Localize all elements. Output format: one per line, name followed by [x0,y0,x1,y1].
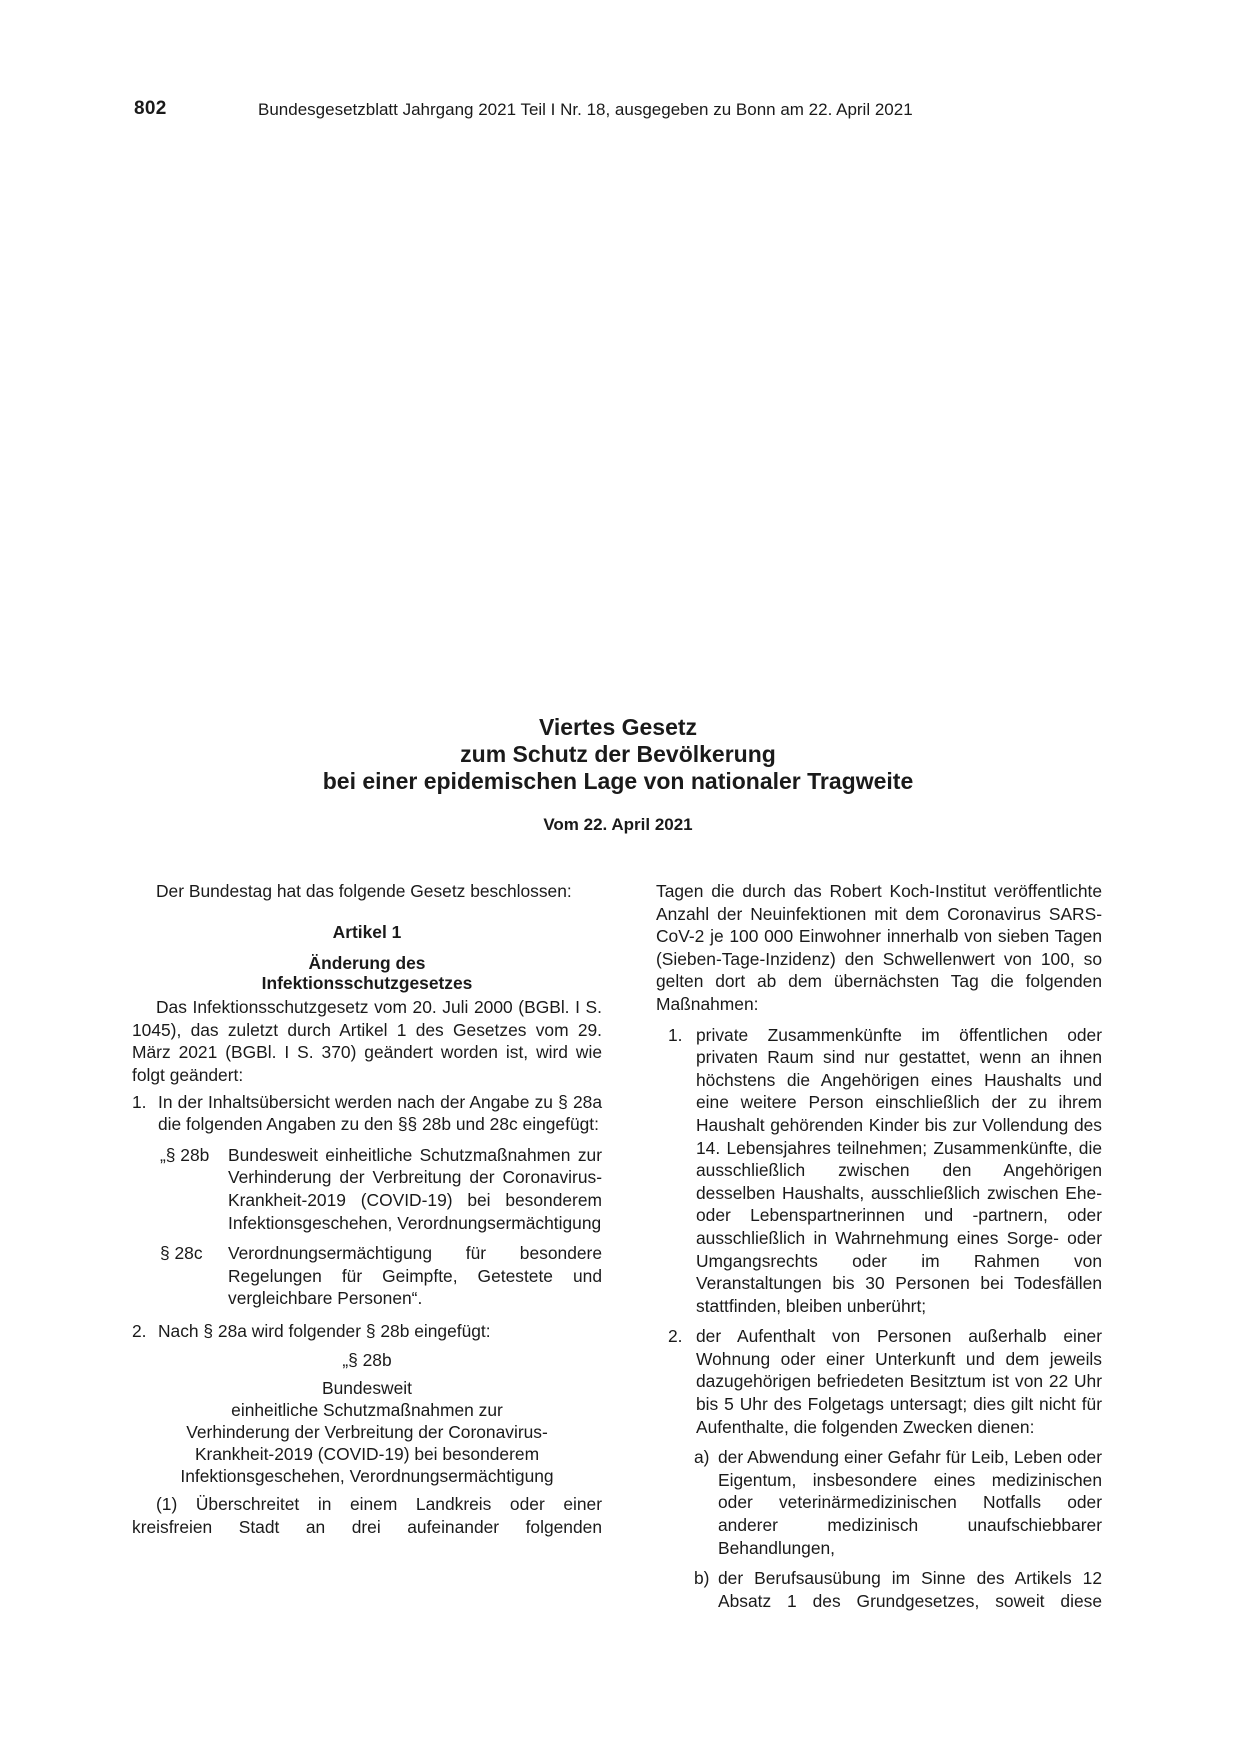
measure-item-1 [668,1024,1102,1318]
item-text: Nach § 28a wird folgender § 28b eingefügt: [158,1320,491,1341]
toc-entry-text: Verordnungsermächtigung für besondere Regelungen für Geimpfte, Getestete und vergleichbare Personen“. [228,1243,602,1309]
section-title-line: einheitliche Schutzmaßnahmen zur [231,1400,503,1421]
exception-item-a [694,1446,1102,1559]
toc-entry-28c [160,1242,602,1310]
law-title [134,714,1102,795]
item-letter: b) [694,1568,710,1589]
section-title-line: Krankheit-2019 (COVID-19) bei besonderem [194,1444,540,1465]
article-heading: Artikel 1 [332,921,402,942]
section-title-line: Bundesweit [322,1378,412,1399]
section-title-line: Infektionsgeschehen, Verordnungsermächtigung [180,1466,554,1487]
right-column [656,880,1102,1612]
article-title-line-1: Änderung des [308,953,426,974]
left-column [132,880,602,1538]
item-text: In der Inhaltsübersicht werden nach der Angabe zu § 28a die folgenden Angaben zu den §§ 28b und 28c eingefügt: [158,1091,602,1135]
paragraph-1-start: (1) Überschreitet in einem Landkreis oder einer kreisfreien Stadt an drei aufeinander folgenden [132,1494,602,1537]
exception-item-b [694,1567,1102,1612]
section-title [132,1377,602,1487]
item-text: der Abwendung einer Gefahr für Leib, Leben oder Eigentum, insbesondere eines medizinischen oder veterinärmedizinischen Notfalls oder anderer medizinisch unaufschiebbarer Behandlungen, [718,1447,1102,1558]
gazette-header-title: Bundesgesetzblatt Jahrgang 2021 Teil I Nr. 18, ausgegeben zu Bonn am 22. April 2021 [258,100,913,119]
item-text: der Aufenthalt von Personen außerhalb einer Wohnung oder einer Unterkunft und dem jeweils dazugehörigen befriedeten Besitztum ist von 22 Uhr bis 5 Uhr des Folgetags untersagt; dies gilt nicht für Aufenthalte, die folgenden Zwecken dienen: [696,1326,1102,1437]
paragraph-1-continued: Tagen die durch das Robert Koch-Institut veröffentlichte Anzahl der Neuinfektionen mit dem Coronavirus SARS-CoV-2 je 100 000 Einwohner innerhalb von sieben Tagen (Sieben-Tage-Inzidenz) den Schwellenwert von 100, so gelten dort ab dem übernächsten Tag die folgenden Maßnahmen: [656,881,1102,1014]
law-date: Vom 22. April 2021 [543,815,693,834]
item-number: 2. [132,1320,147,1341]
article-title [132,953,602,993]
article-intro: Das Infektionsschutzgesetz vom 20. Juli 2000 (BGBl. I S. 1045), das zuletzt durch Artikel 1 des Gesetzes vom 29. März 2021 (BGBl. I S. 370) geändert worden ist, wird wie folgt geändert: [132,997,602,1085]
section-title-line: Verhinderung der Verbreitung der Coronavirus- [186,1422,548,1443]
page-header [134,98,1114,128]
law-title-line-3: bei einer epidemischen Lage von nationaler Tragweite [322,768,914,794]
toc-entry-label: „§ 28b [160,1144,210,1165]
item-number: 2. [668,1326,683,1347]
toc-entry-text: Bundesweit einheitliche Schutzmaßnahmen zur Verhinderung der Verbreitung der Coronavirus-Krankheit-2019 (COVID-19) bei besonderem Infektionsgeschehen, Verordnungsermächtigung [228,1144,602,1233]
item-text: der Berufsausübung im Sinne des Artikels 12 Absatz 1 des Grundgesetzes, soweit diese [718,1568,1102,1611]
item-number: 1. [668,1024,683,1045]
measure-item-2 [668,1325,1102,1438]
article-title-line-2: Infektionsschutzgesetzes [261,973,473,994]
toc-entry-label: § 28c [160,1243,203,1264]
amendment-item-1 [132,1091,602,1136]
item-number: 1. [132,1091,147,1112]
item-text: private Zusammenkünfte im öffentlichen oder privaten Raum sind nur gestattet, wenn an ihnen höchstens die Angehörigen eines Haushalts und eine weitere Person einschließlich der zu ihrem Haushalt gehörenden Kinder bis zur Vollendung des 14. Lebensjahres teilnehmen; Zusammenkünfte, die ausschließlich zwischen den Angehörigen desselben Haushalts, ausschließlich zwischen Ehe- oder Lebenspartnerinnen und -partnern, oder ausschließlich in Wahrnehmung eines Sorge- oder Umgangsrechts oder im Rahmen von Veranstaltungen bis 30 Personen bei Todesfällen stattfinden, bleiben unberührt; [696,1024,1102,1316]
law-title-line-2: zum Schutz der Bevölkerung [460,741,776,767]
page-number: 802 [134,98,167,119]
amendment-item-2 [132,1320,602,1343]
law-title-line-1: Viertes Gesetz [538,714,698,740]
section-heading: „§ 28b [342,1349,392,1370]
item-letter: a) [694,1447,710,1468]
enactment-clause: Der Bundestag hat das folgende Gesetz beschlossen: [156,881,572,901]
toc-entry-28b [160,1144,602,1234]
